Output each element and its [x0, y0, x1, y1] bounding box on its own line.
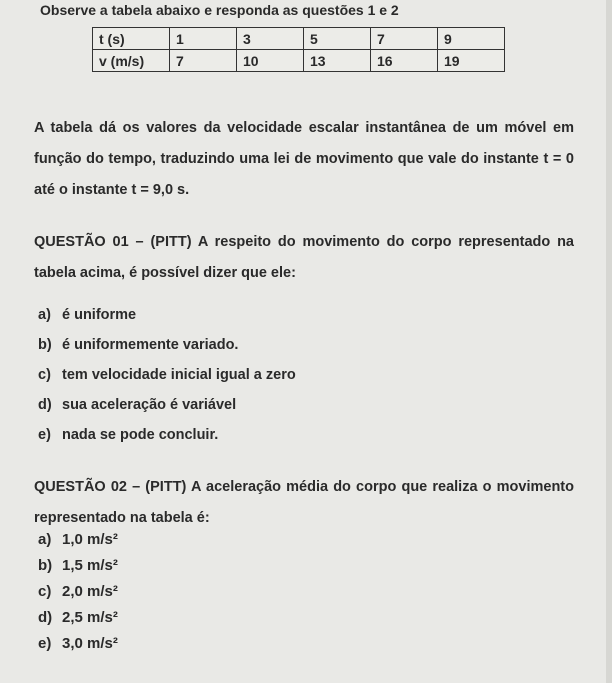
option-text: 1,5 m/s²: [62, 557, 118, 574]
table-cell: 9: [438, 28, 505, 50]
question-2-text: QUESTÃO 02 – (PITT) A aceleração média do corpo que realiza o movimento representado na tabela é:: [34, 479, 574, 526]
table-cell: 7: [170, 50, 237, 72]
table-cell: 7: [371, 28, 438, 50]
table-cell: 3: [237, 28, 304, 50]
option-letter: d): [38, 609, 53, 626]
table-cell: 1: [170, 28, 237, 50]
option-text: 2,0 m/s²: [62, 583, 118, 600]
table-cell: 13: [304, 50, 371, 72]
table-cell: 10: [237, 50, 304, 72]
option-letter: d): [38, 397, 52, 413]
option-e[interactable]: [38, 420, 296, 450]
data-table: [92, 27, 505, 72]
option-text: 3,0 m/s²: [62, 635, 118, 652]
option-a[interactable]: [38, 527, 118, 553]
option-text: nada se pode concluir.: [62, 427, 219, 443]
option-letter: b): [38, 337, 52, 353]
question-2-options: [38, 527, 118, 657]
page-edge-shadow: [606, 0, 612, 683]
option-d[interactable]: [38, 605, 118, 631]
intro-text: Observe a tabela abaixo e responda as questões 1 e 2: [40, 2, 399, 18]
option-text: 1,0 m/s²: [62, 531, 118, 548]
table-cell: 5: [304, 28, 371, 50]
option-text: sua aceleração é variável: [62, 397, 237, 413]
table-cell: 16: [371, 50, 438, 72]
row-header: t (s): [93, 28, 170, 50]
question-1-options: [38, 300, 296, 450]
option-letter: e): [38, 635, 52, 652]
question-1-text: QUESTÃO 01 – (PITT) A respeito do movimento do corpo representado na tabela acima, é possível dizer que ele:: [34, 234, 574, 281]
row-header: v (m/s): [93, 50, 170, 72]
option-text: é uniformemente variado.: [62, 337, 239, 353]
option-letter: c): [38, 583, 52, 600]
option-e[interactable]: [38, 631, 118, 657]
option-b[interactable]: [38, 553, 118, 579]
option-text: é uniforme: [62, 307, 137, 323]
option-d[interactable]: [38, 390, 296, 420]
description-paragraph: A tabela dá os valores da velocidade escalar instantânea de um móvel em função do tempo, traduzindo uma lei de movimento que vale do instante t = 0 até o instante t = 9,0 s.: [34, 120, 574, 198]
option-a[interactable]: [38, 300, 296, 330]
option-text: 2,5 m/s²: [62, 609, 118, 626]
option-letter: c): [38, 367, 51, 383]
option-letter: a): [38, 307, 51, 323]
option-letter: b): [38, 557, 53, 574]
table-cell: 19: [438, 50, 505, 72]
option-text: tem velocidade inicial igual a zero: [62, 367, 296, 383]
option-letter: e): [38, 427, 51, 443]
option-c[interactable]: [38, 360, 296, 390]
table-row: [93, 50, 505, 72]
option-b[interactable]: [38, 330, 296, 360]
option-letter: a): [38, 531, 52, 548]
option-c[interactable]: [38, 579, 118, 605]
table-row: [93, 28, 505, 50]
